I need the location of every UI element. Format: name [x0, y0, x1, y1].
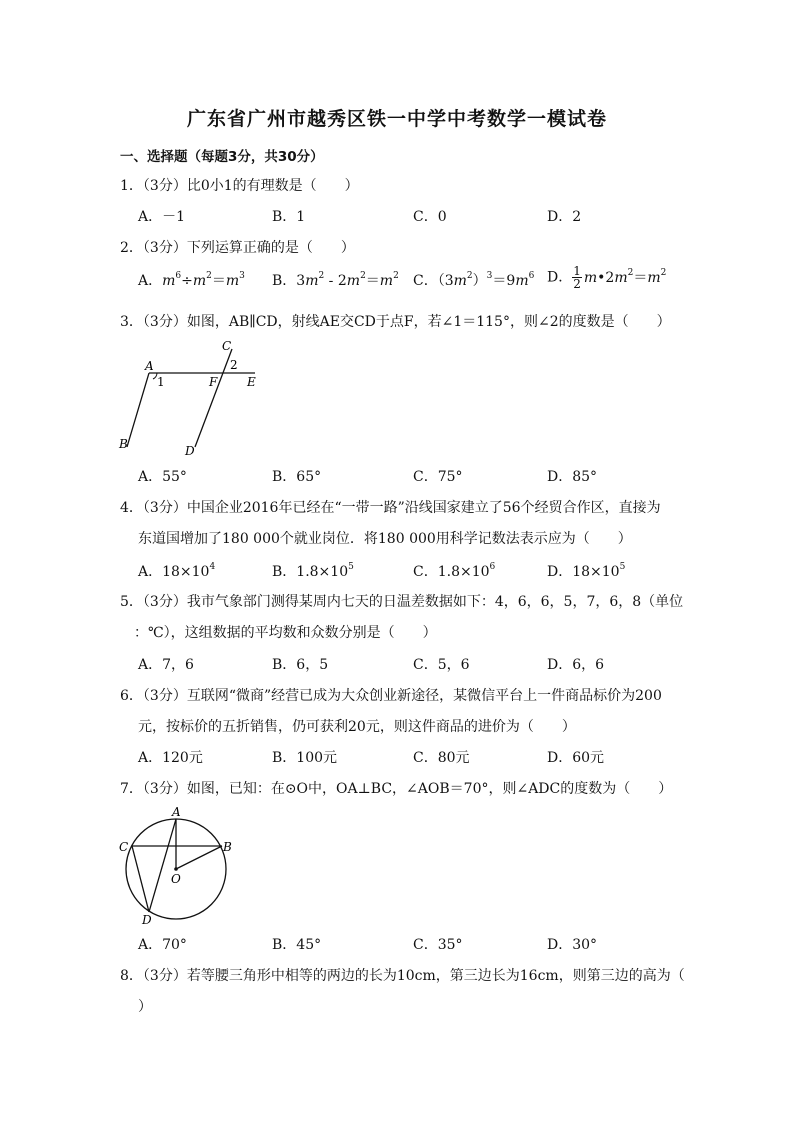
- label-c: C: [222, 339, 232, 353]
- option-b-math: $3m^2 - 2m^2=m^2$: [296, 271, 399, 289]
- question-number: 4．（3分）: [120, 500, 187, 516]
- page-title: 广东省广州市越秀区铁一中学中考数学一模试卷: [186, 108, 607, 130]
- question-8-cont: ）: [138, 999, 152, 1015]
- label-1: 1: [157, 375, 165, 389]
- option-c: C．0: [413, 209, 447, 225]
- question-2: [120, 238, 355, 258]
- options-4: [138, 562, 698, 584]
- option-c: C．$(3m^2)^3=9m^6$: [413, 271, 535, 289]
- line-ab: [127, 373, 149, 447]
- option-d: D．2: [547, 209, 582, 225]
- option-c: C．35°: [413, 937, 463, 953]
- options-7: [138, 935, 698, 957]
- label-o: O: [171, 872, 181, 886]
- option-d: D． $\frac{1}{2}$ $m•2m^2=m^2$: [547, 264, 667, 291]
- line-da: [149, 819, 176, 912]
- question-number: 2．（3分）: [120, 240, 187, 256]
- line-dc: [132, 846, 149, 912]
- question-number: 8．（3分）: [120, 968, 187, 984]
- label-b: B: [223, 840, 232, 854]
- option-d-math: $\frac{1}{2}$ $m•2m^2=m^2$: [573, 264, 667, 291]
- options-5: [138, 655, 698, 677]
- question-8: [120, 966, 685, 986]
- question-number: 7．（3分）: [120, 781, 187, 797]
- label-f: F: [209, 375, 218, 389]
- figure-parallel-lines: [115, 335, 275, 460]
- label-e: E: [247, 375, 256, 389]
- question-7: [120, 779, 672, 799]
- option-d: D．30°: [547, 937, 598, 953]
- option-b: B．$1.8\times 10^5$: [272, 562, 354, 580]
- options-6: [138, 748, 698, 770]
- option-c: C．75°: [413, 469, 463, 485]
- option-a: A．70°: [138, 937, 187, 953]
- option-a: A．7，6: [138, 657, 194, 673]
- question-6: [120, 686, 662, 706]
- options-2: [138, 264, 698, 293]
- option-c: C．5，6: [413, 657, 470, 673]
- question-6-cont: 元，按标价的五折销售，仍可获利20元，则这件商品的进价为（ ）: [138, 719, 576, 735]
- question-number: 5．（3分）: [120, 594, 187, 610]
- question-4-cont: 东道国增加了180 000个就业岗位．将180 000用科学记数法表示应为（ ）: [138, 531, 632, 547]
- center-dot: [174, 867, 178, 871]
- question-text: 中国企业2016年已经在“一带一路”沿线国家建立了56个经贸合作区，直接为: [186, 500, 661, 516]
- figure-circle: [115, 802, 245, 930]
- question-text: 下列运算正确的是（ ）: [186, 240, 355, 256]
- option-b: B．45°: [272, 937, 322, 953]
- label-a: A: [172, 805, 181, 819]
- question-3: [120, 312, 671, 332]
- question-number: 6．（3分）: [120, 688, 187, 704]
- question-text: 如图，AB∥CD，射线AE交CD于点F，若∠1＝115°，则∠2的度数是（ ）: [186, 314, 671, 330]
- option-b: B．6，5: [272, 657, 329, 673]
- option-a: A．－1: [138, 209, 186, 225]
- option-a-math: $m^6\div m^2=m^3$: [162, 271, 245, 289]
- label-c: C: [119, 840, 129, 854]
- option-c: C．$1.8\times 10^6$: [413, 562, 496, 580]
- fraction: $\frac{1}{2}$: [573, 264, 581, 291]
- option-a: A．$18\times 10^4$: [138, 562, 216, 580]
- option-c-math: $(3m^2)^3=9m^6$: [437, 271, 535, 289]
- option-d: D．$18\times 10^5$: [547, 562, 626, 580]
- option-c: C．80元: [413, 750, 470, 766]
- label-b: B: [119, 437, 128, 451]
- option-b: B．100元: [272, 750, 338, 766]
- label-d: D: [185, 444, 195, 458]
- question-1: [120, 176, 359, 196]
- question-number: 3．（3分）: [120, 314, 187, 330]
- option-d: D．6，6: [547, 657, 605, 673]
- option-b: B．$3m^2 - 2m^2=m^2$: [272, 271, 399, 289]
- question-4: [120, 498, 661, 518]
- question-5-cont: ：℃），这组数据的平均数和众数分别是（ ）: [134, 625, 437, 641]
- label-a: A: [145, 359, 154, 373]
- label-d: D: [142, 913, 152, 927]
- question-text: 若等腰三角形中相等的两边的长为10cm，第三边长为16cm，则第三边的高为（: [186, 968, 685, 984]
- option-a: A．$m^6\div m^2=m^3$: [138, 271, 245, 289]
- question-5: [120, 592, 683, 612]
- option-d: D．85°: [547, 469, 598, 485]
- options-1: [138, 207, 698, 229]
- question-text: 我市气象部门测得某周内七天的日温差数据如下：4，6，6，5，7，6，8（单位: [186, 594, 684, 610]
- radius-ob: [176, 846, 222, 869]
- option-b: B．1: [272, 209, 306, 225]
- question-text: 比0小1的有理数是（ ）: [186, 178, 359, 194]
- line-cd: [195, 349, 232, 447]
- question-text: 互联网“微商”经营已成为大众创业新途径，某微信平台上一件商品标价为200: [186, 688, 662, 704]
- option-a: A．120元: [138, 750, 203, 766]
- options-3: [138, 467, 698, 489]
- question-text: 如图，已知：在⊙O中，OA⊥BC，∠AOB＝70°，则∠ADC的度数为（ ）: [186, 781, 673, 797]
- section-heading: 一、选择题（每题3分，共30分）: [120, 149, 324, 165]
- option-d: D．60元: [547, 750, 605, 766]
- label-2: 2: [230, 358, 238, 372]
- option-b: B．65°: [272, 469, 322, 485]
- option-a: A．55°: [138, 469, 187, 485]
- question-number: 1．（3分）: [120, 178, 187, 194]
